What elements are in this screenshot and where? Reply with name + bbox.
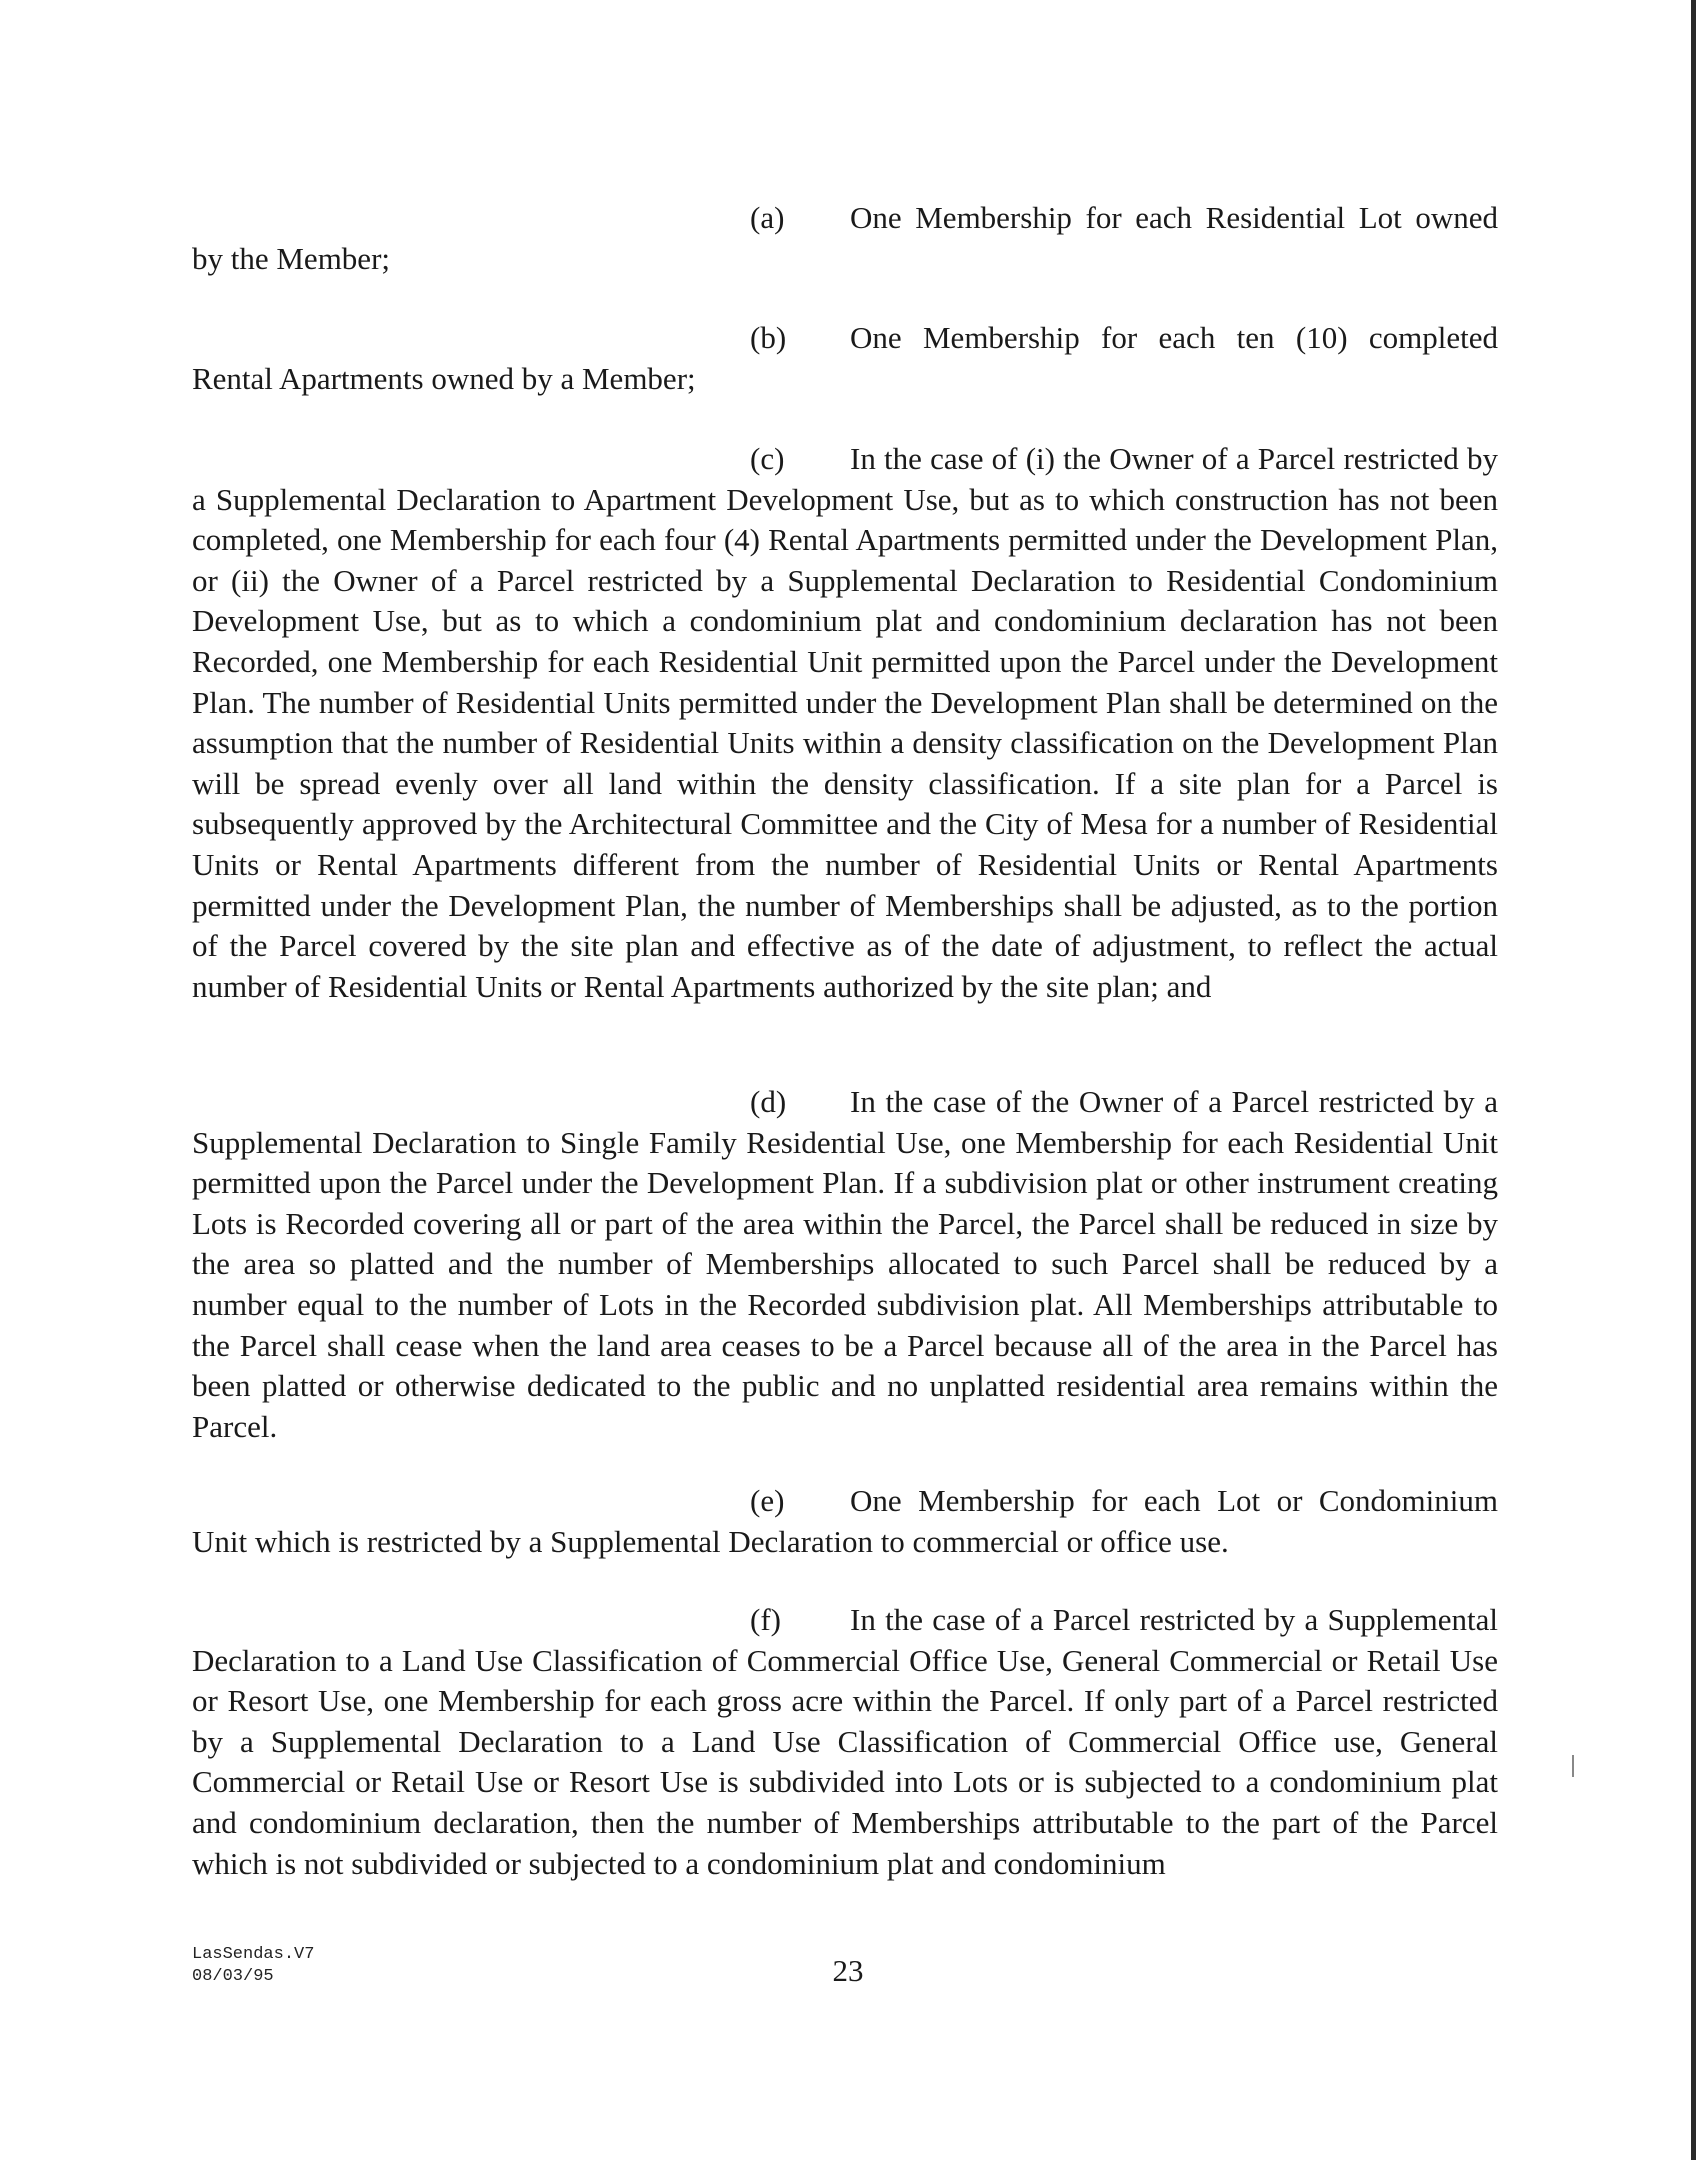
clause-b-marker: (b) — [750, 320, 787, 355]
clause-c — [192, 439, 1498, 1007]
clause-e — [192, 1481, 1498, 1562]
clause-e-text: One Membership for each Lot or Condominium Unit which is restricted by a Supplemental Declaration to commercial or office use. — [192, 1483, 1498, 1559]
clause-a-marker: (a) — [750, 200, 785, 235]
footer-date: 08/03/95 — [192, 1967, 274, 1986]
clause-f — [192, 1600, 1498, 1884]
clause-f-text: In the case of a Parcel restricted by a Supplemental Declaration to a Land Use Classification of Commercial Office Use, General Commercial or Retail Use or Resort Use, one Membership for each gross acre within the Parcel. If only part of a Parcel restricted by a Supplemental Declaration to a Land Use Classification of Commercial Office use, General Commercial or Retail Use or Resort Use is subdivided into Lots or is subjected to a condominium plat and condominium declaration, then the number of Memberships attributable to the part of the Parcel which is not subdivided or subjected to a condominium plat and condominium — [192, 1602, 1498, 1881]
footer-file-name: LasSendas.V7 — [192, 1945, 315, 1964]
clause-c-marker: (c) — [750, 441, 785, 476]
clause-d-text: In the case of the Owner of a Parcel restricted by a Supplemental Declaration to Single Family Residential Use, one Membership for each Residential Unit permitted upon the Parcel under the Development Plan. If a subdivision plat or other instrument creating Lots is Recorded covering all or part of the area within the Parcel, the Parcel shall be reduced in size by the area so platted and the number of Memberships allocated to such Parcel shall be reduced by a number equal to the number of Lots in the Recorded subdivision plat. All Memberships attributable to the Parcel shall cease when the land area ceases to be a Parcel because all of the area in the Parcel has been platted or otherwise dedicated to the public and no unplatted residential area remains within the Parcel. — [192, 1084, 1498, 1444]
clause-b-text: One Membership for each ten (10) completed Rental Apartments owned by a Member; — [192, 320, 1498, 396]
clause-a — [192, 198, 1498, 279]
clause-f-marker: (f) — [750, 1602, 781, 1637]
scan-mark — [1572, 1755, 1574, 1777]
scan-edge-shadow — [1691, 0, 1696, 2160]
clause-d — [192, 1082, 1498, 1447]
clause-c-text: In the case of (i) the Owner of a Parcel restricted by a Supplemental Declaration to Apartment Development Use, but as to which construction has not been completed, one Membership for each four (4) Rental Apartments permitted under the Development Plan, or (ii) the Owner of a Parcel restricted by a Supplemental Declaration to Residential Condominium Development Use, but as to which a condominium plat and condominium declaration has not been Recorded, one Membership for each Residential Unit permitted upon the Parcel under the Development Plan. The number of Residential Units permitted under the Development Plan shall be determined on the assumption that the number of Residential Units within a density classification on the Development Plan will be spread evenly over all land within the density classification. If a site plan for a Parcel is subsequently approved by the Architectural Committee and the City of Mesa for a number of Residential Units or Rental Apartments different from the number of Residential Units or Rental Apartments permitted under the Development Plan, the number of Memberships shall be adjusted, as to the portion of the Parcel covered by the site plan and effective as of the date of adjustment, to reflect the actual number of Residential Units or Rental Apartments authorized by the site plan; and — [192, 441, 1498, 1004]
clause-d-marker: (d) — [750, 1084, 787, 1119]
clause-b — [192, 318, 1498, 399]
page-number: 23 — [832, 1953, 864, 1988]
clause-a-text: One Membership for each Residential Lot owned by the Member; — [192, 200, 1498, 276]
clause-e-marker: (e) — [750, 1483, 785, 1518]
